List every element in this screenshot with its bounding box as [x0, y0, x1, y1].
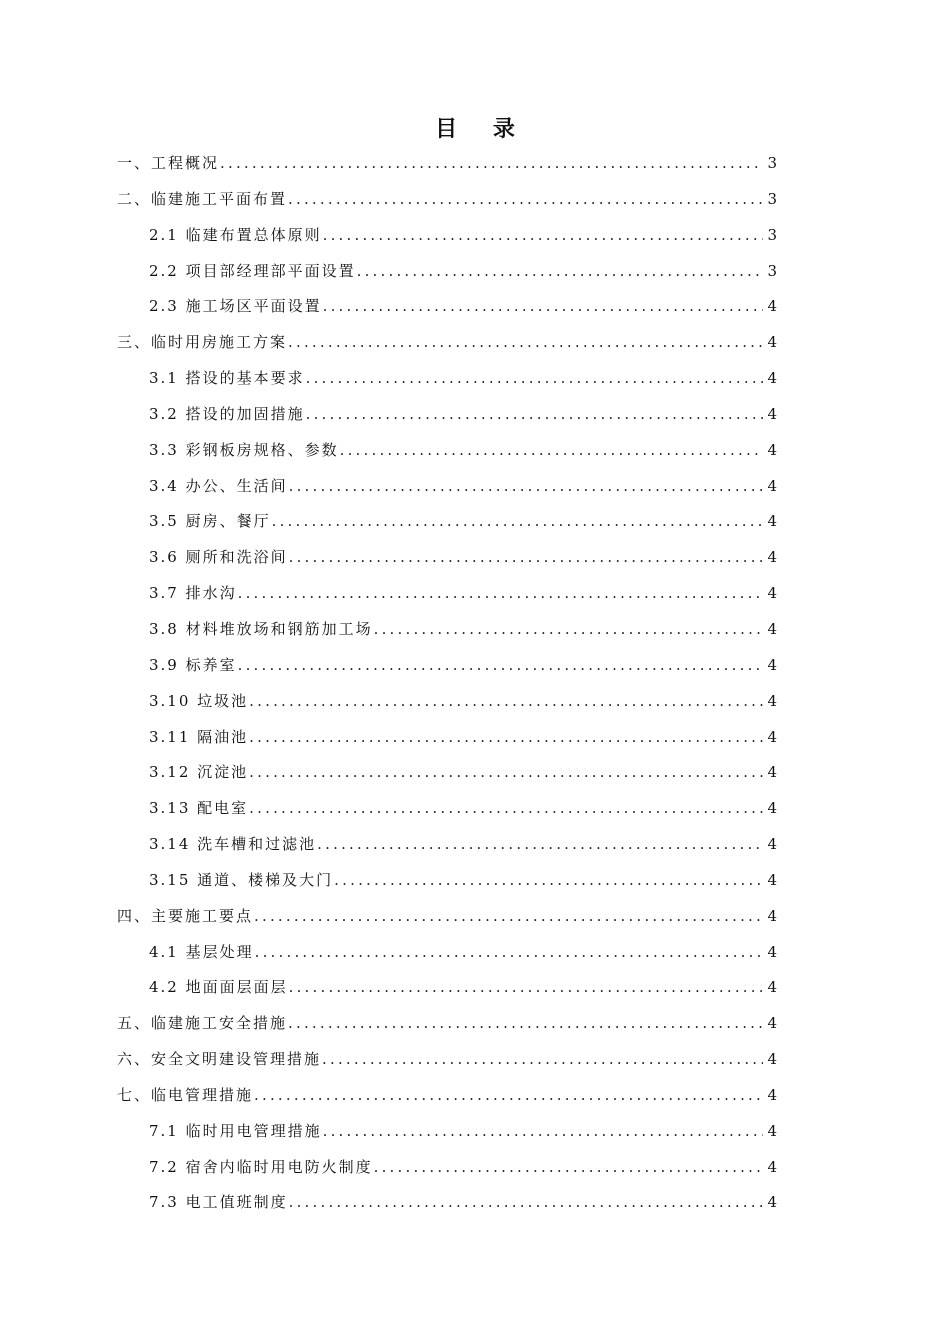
toc-entry-page-number: 4	[767, 619, 777, 638]
toc-entry-label: 3.6 厕所和洗浴间	[149, 548, 288, 567]
toc-entry-page-number: 4	[767, 799, 777, 818]
toc-entry-label: 3.2 搭设的加固措施	[149, 404, 305, 423]
toc-entry[interactable]	[117, 1150, 777, 1186]
toc-entry-label: 3.8 材料堆放场和钢筋加工场	[149, 619, 373, 638]
toc-entry-label: 3.3 彩钢板房规格、参数	[149, 440, 339, 459]
toc-entry-page-number: 4	[767, 1157, 777, 1176]
toc-entry-label: 7.1 临时用电管理措施	[149, 1121, 322, 1140]
toc-dot-leader	[340, 433, 764, 469]
toc-entry-page-number: 4	[767, 1193, 777, 1212]
toc-entry-label: 3.5 厨房、餐厅	[149, 512, 271, 531]
toc-entry[interactable]	[117, 361, 777, 397]
toc-entry-page-number: 4	[767, 333, 777, 352]
toc-entry[interactable]	[117, 433, 777, 469]
toc-entry-page-number: 4	[767, 1085, 777, 1104]
toc-entry-page-number: 4	[767, 297, 777, 316]
toc-entry-page-number: 4	[767, 763, 777, 782]
toc-dot-leader	[289, 469, 764, 505]
toc-entry[interactable]	[117, 218, 777, 254]
toc-entry[interactable]	[117, 576, 777, 612]
toc-dot-leader	[249, 755, 763, 791]
toc-entry-page-number: 4	[767, 1121, 777, 1140]
toc-entry-label: 五、临建施工安全措施	[117, 1014, 288, 1033]
toc-entry[interactable]	[117, 504, 777, 540]
toc-dot-leader	[334, 863, 763, 899]
toc-entry[interactable]	[117, 325, 777, 361]
toc-entry-label: 一、工程概况	[117, 154, 220, 172]
toc-dot-leader	[288, 182, 763, 218]
toc-entry-page-number: 4	[767, 691, 777, 710]
toc-entry-page-number: 4	[767, 727, 777, 746]
toc-entry[interactable]	[117, 827, 777, 863]
toc-entry-label: 3.12 沉淀池	[149, 763, 249, 782]
toc-entry[interactable]	[117, 970, 777, 1006]
toc-entry-label: 3.1 搭设的基本要求	[149, 369, 305, 388]
toc-entry[interactable]	[117, 720, 777, 756]
toc-entry-page-number: 3	[767, 189, 777, 208]
toc-dot-leader	[249, 720, 763, 756]
toc-entry[interactable]	[117, 755, 777, 791]
toc-entry[interactable]	[117, 182, 777, 218]
toc-entry-page-number: 4	[767, 870, 777, 889]
toc-entry-label: 三、临时用房施工方案	[117, 333, 288, 352]
toc-entry-label: 4.1 基层处理	[149, 942, 254, 961]
toc-dot-leader	[317, 827, 763, 863]
toc-dot-leader	[249, 684, 763, 720]
toc-entry-page-number: 3	[767, 225, 777, 244]
toc-entry[interactable]	[117, 899, 777, 935]
toc-entry-label: 七、临电管理措施	[117, 1085, 254, 1104]
toc-dot-leader	[322, 1042, 763, 1078]
toc-dot-leader	[220, 146, 763, 182]
toc-entry-page-number: 4	[767, 404, 777, 423]
toc-entry-page-number: 4	[767, 584, 777, 603]
toc-dot-leader	[374, 1150, 764, 1186]
toc-entry[interactable]	[117, 469, 777, 505]
toc-entry-label: 3.10 垃圾池	[149, 691, 249, 710]
toc-dot-leader	[323, 289, 764, 325]
toc-entry[interactable]	[117, 791, 777, 827]
toc-entry[interactable]	[117, 540, 777, 576]
toc-entry-label: 3.14 洗车槽和过滤池	[149, 835, 317, 854]
toc-entry-label: 4.2 地面面层面层	[149, 978, 288, 997]
toc-entry[interactable]	[117, 397, 777, 433]
toc-entry-label: 3.7 排水沟	[149, 584, 237, 603]
toc-dot-leader	[254, 899, 763, 935]
toc-entry[interactable]	[117, 684, 777, 720]
toc-dot-leader	[374, 612, 764, 648]
toc-entry-label: 2.3 施工场区平面设置	[149, 297, 322, 316]
toc-entry[interactable]	[117, 648, 777, 684]
toc-entry-page-number: 4	[767, 1050, 777, 1069]
toc-entry-label: 7.2 宿舍内临时用电防火制度	[149, 1157, 373, 1176]
toc-entry-page-number: 4	[767, 548, 777, 567]
toc-dot-leader	[323, 1114, 764, 1150]
toc-entry-page-number: 4	[767, 906, 777, 925]
toc-entry-page-number: 4	[767, 369, 777, 388]
toc-entry[interactable]	[117, 1006, 777, 1042]
toc-entry-page-number: 4	[767, 512, 777, 531]
toc-entry-page-number: 4	[767, 942, 777, 961]
toc-dot-leader	[249, 791, 763, 827]
toc-entry-page-number: 4	[767, 655, 777, 674]
toc-entry-page-number: 4	[767, 835, 777, 854]
toc-entry-label: 2.2 项目部经理部平面设置	[149, 261, 356, 280]
toc-dot-leader	[255, 935, 764, 971]
toc-dot-leader	[306, 361, 764, 397]
toc-list	[117, 146, 777, 1221]
toc-entry-label: 3.15 通道、楼梯及大门	[149, 870, 334, 889]
toc-entry-page-number: 3	[767, 261, 777, 280]
toc-entry-label: 3.11 隔油池	[149, 727, 249, 746]
toc-dot-leader	[357, 254, 764, 290]
toc-dot-leader	[289, 970, 764, 1006]
toc-entry[interactable]	[117, 1042, 777, 1078]
toc-entry-label: 六、安全文明建设管理措施	[117, 1050, 322, 1069]
toc-entry-label: 二、临建施工平面布置	[117, 189, 288, 208]
toc-dot-leader	[288, 325, 763, 361]
toc-entry-label: 3.9 标养室	[149, 655, 237, 674]
toc-dot-leader	[272, 504, 764, 540]
toc-entry[interactable]	[117, 863, 777, 899]
toc-title: 目 录	[435, 116, 529, 142]
toc-dot-leader	[323, 218, 764, 254]
toc-entry-page-number: 4	[767, 1014, 777, 1033]
toc-dot-leader	[238, 576, 764, 612]
toc-entry-page-number: 4	[767, 440, 777, 459]
toc-entry[interactable]	[117, 612, 777, 648]
toc-entry-label: 7.3 电工值班制度	[149, 1193, 288, 1212]
toc-entry-page-number: 3	[767, 154, 777, 172]
toc-entry[interactable]	[117, 1078, 777, 1114]
toc-dot-leader	[289, 1185, 764, 1221]
toc-dot-leader	[238, 648, 764, 684]
toc-entry[interactable]	[117, 1185, 777, 1221]
toc-entry-label: 3.13 配电室	[149, 799, 249, 818]
toc-entry-page-number: 4	[767, 476, 777, 495]
toc-entry[interactable]	[117, 289, 777, 325]
toc-dot-leader	[288, 1006, 763, 1042]
toc-entry-label: 2.1 临建布置总体原则	[149, 225, 322, 244]
toc-entry[interactable]	[117, 935, 777, 971]
toc-entry[interactable]	[117, 254, 777, 290]
toc-dot-leader	[254, 1078, 763, 1114]
toc-entry[interactable]	[117, 146, 777, 182]
toc-entry-label: 四、主要施工要点	[117, 906, 254, 925]
toc-entry-page-number: 4	[767, 978, 777, 997]
toc-entry[interactable]	[117, 1114, 777, 1150]
toc-entry-label: 3.4 办公、生活间	[149, 476, 288, 495]
toc-dot-leader	[289, 540, 764, 576]
toc-dot-leader	[306, 397, 764, 433]
